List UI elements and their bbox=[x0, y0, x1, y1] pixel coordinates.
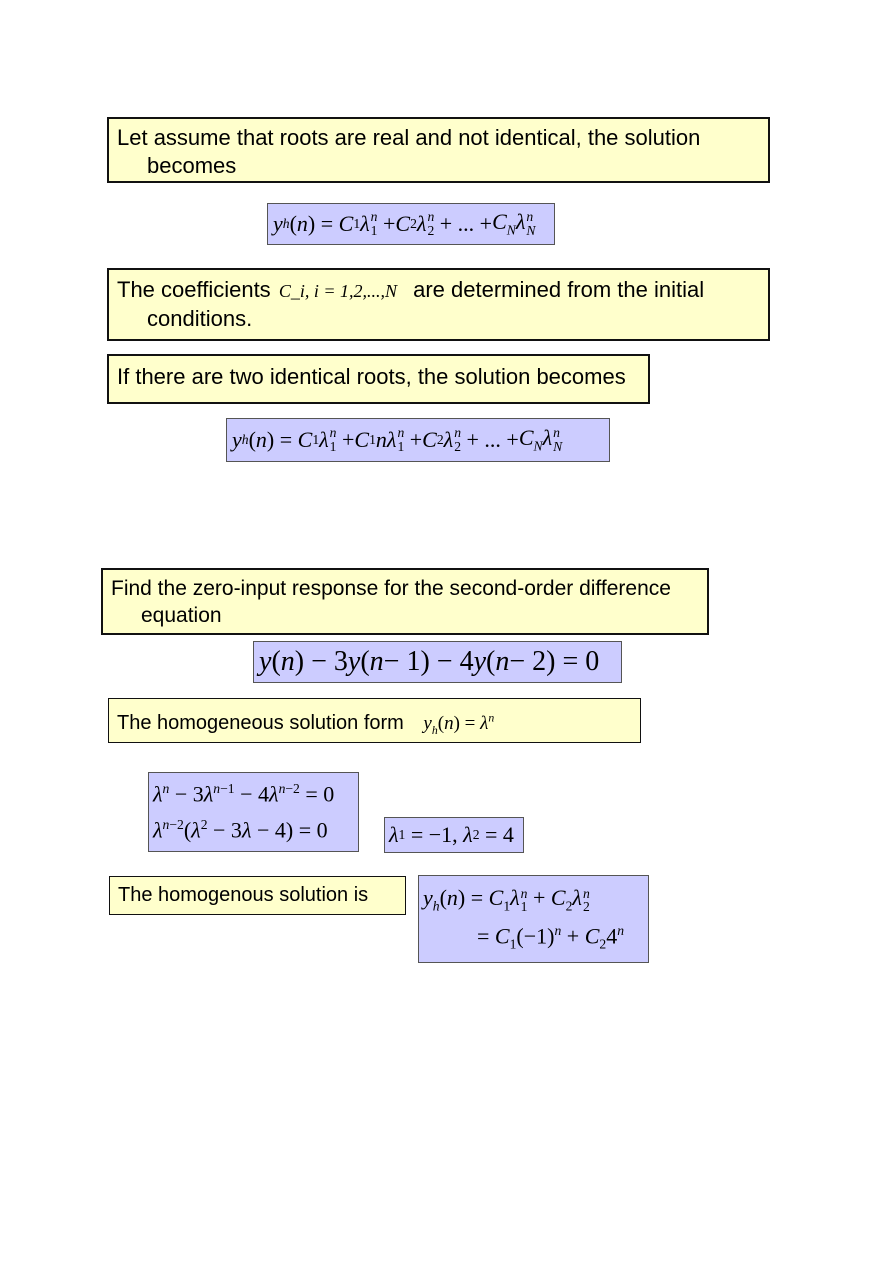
box-text-suffix: are determined from the initial bbox=[413, 277, 705, 302]
box-text: If there are two identical roots, the solution becomes bbox=[117, 364, 626, 389]
box-text-line1: Let assume that roots are real and not identical, the solution bbox=[117, 125, 701, 150]
coefficient-index-math: C_i, i = 1,2,...,N bbox=[278, 281, 397, 301]
equation-distinct-roots: y h ( n ) = C 1 λ n 1 + C 2 λ n 2 + ... + $C_N\lambda$ n N bbox=[267, 203, 555, 245]
solution-line2: = $C_1(-1)^n + C_24^n$ bbox=[477, 922, 625, 952]
equation-solution bbox=[418, 875, 649, 963]
text-box-coefficients bbox=[107, 268, 770, 341]
box-text-prefix: The coefficients bbox=[117, 277, 271, 302]
text-box-identical-roots bbox=[107, 354, 650, 404]
text-box-homogenous-solution bbox=[109, 876, 406, 915]
equation-identical-roots: y h ( n ) = C 1 λ n 1 + C 1 nλ n 1 + C 2 λ n 2 + ... + $C_N\lambda$ n N bbox=[226, 418, 610, 462]
characteristic-line1: $\lambda^n - 3\lambda^{n-1} - 4\lambda^{n-2} = 0$ bbox=[153, 780, 335, 806]
text-box-real-roots bbox=[107, 117, 770, 183]
equation-characteristic bbox=[148, 772, 359, 852]
box-text: The homogeneous solution form bbox=[117, 712, 404, 735]
box-text-line2: conditions. bbox=[147, 306, 253, 331]
text-box-homogeneous-form bbox=[108, 698, 641, 743]
box-text-line2: equation bbox=[141, 604, 222, 627]
box-text: The homogenous solution is bbox=[118, 884, 369, 906]
homogeneous-form-math: $y_h(n) = \lambda^n$ bbox=[423, 712, 495, 738]
characteristic-line2: $\lambda^{n-2}(\lambda^2 - 3\lambda - 4) = 0$ bbox=[153, 817, 328, 843]
solution-line1: $y_h(n) = C_1\lambda$ n 1 + $C_2\lambda$ n 2 bbox=[423, 885, 590, 915]
box-text-line2: becomes bbox=[147, 153, 237, 178]
text-box-problem-statement bbox=[101, 568, 709, 635]
box-text-line1: Find the zero-input response for the second-order difference bbox=[111, 577, 671, 600]
equation-difference: y ( n ) − 3 y ( n − 1) − 4 y ( n − 2) = 0 bbox=[253, 641, 622, 683]
equation-roots: λ 1 = −1, λ 2 = 4 bbox=[384, 817, 524, 853]
